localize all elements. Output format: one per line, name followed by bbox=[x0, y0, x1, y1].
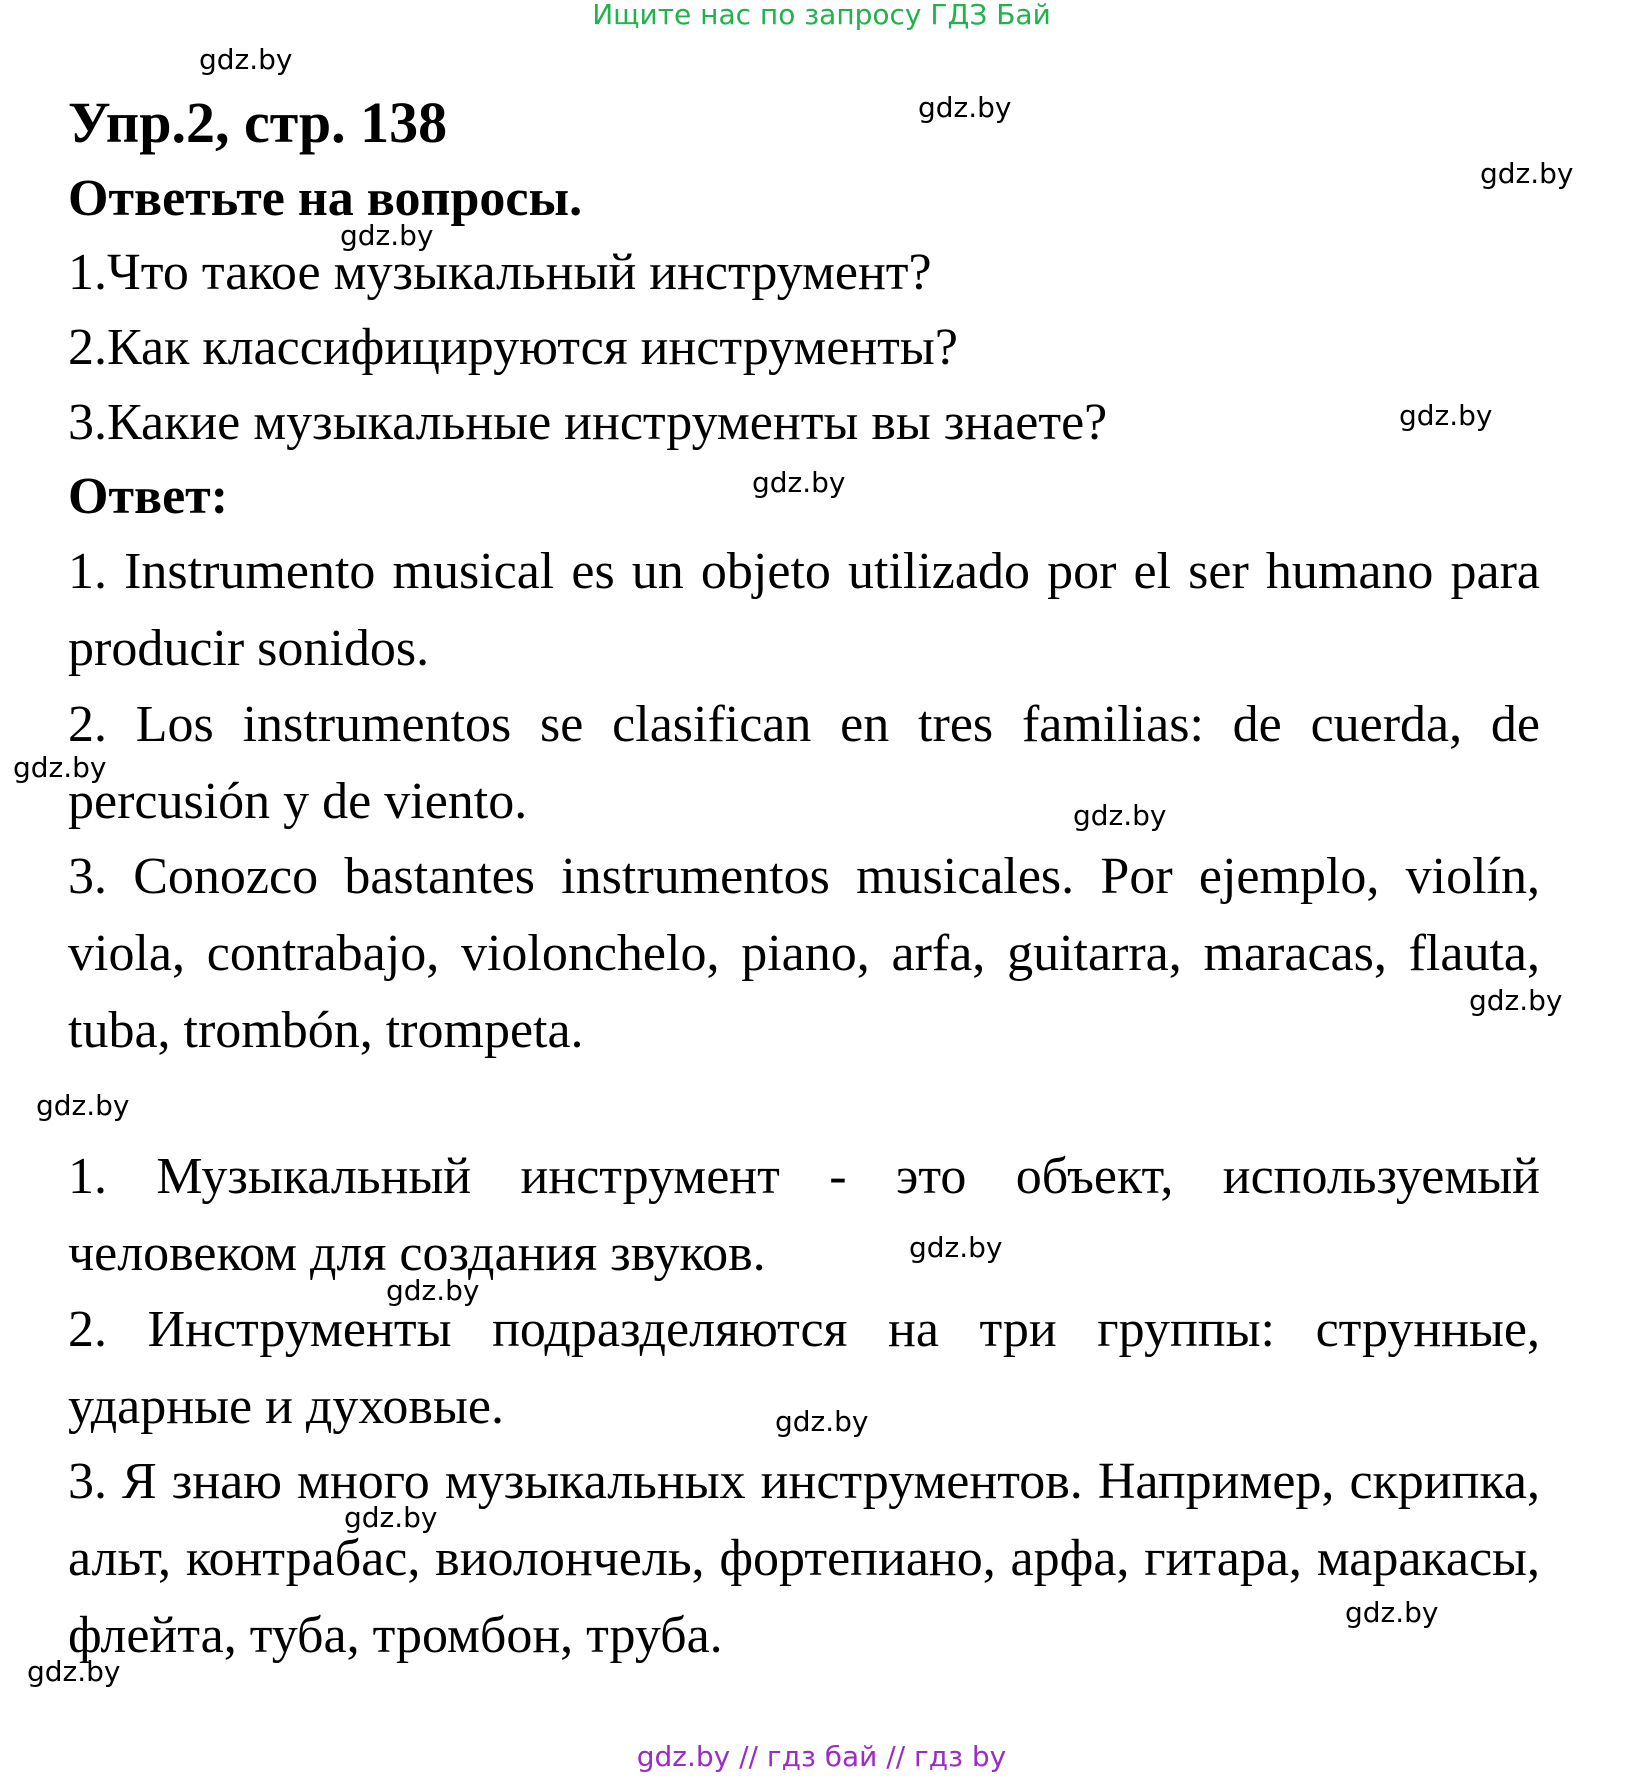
exercise-title: Упр.2, стр. 138 bbox=[68, 90, 448, 155]
watermark: gdz.by bbox=[1469, 984, 1563, 1017]
answer-es-2: 2. Los instrumentos se clasifican en tres familias: de cuerda, de percusión y de viento. bbox=[68, 696, 1540, 830]
answer-es-1: 1. Instrumento musical es un objeto utilizado por el ser humano para producir sonidos. bbox=[68, 543, 1540, 677]
watermark: gdz.by bbox=[1399, 399, 1493, 432]
watermark: gdz.by bbox=[340, 219, 434, 252]
top-banner[interactable]: Ищите нас по запросу ГДЗ Бай bbox=[592, 0, 1051, 31]
question-2: 2.Как классифицируются инструменты? bbox=[68, 319, 958, 376]
question-1: 1.Что такое музыкальный инструмент? bbox=[68, 244, 932, 301]
answer-es-3: 3. Conozco bastantes instrumentos musicales. Por ejemplo, violín, viola, contrabajo, violonchelo, piano, arfa, guitarra, maracas, flauta, tuba, trombón, trompeta. bbox=[68, 848, 1540, 1059]
watermark: gdz.by bbox=[775, 1405, 869, 1438]
watermark: gdz.by bbox=[13, 751, 107, 784]
bottom-banner[interactable]: gdz.by // гдз бай // гдз by bbox=[636, 1740, 1007, 1773]
watermark: gdz.by bbox=[344, 1501, 438, 1534]
answer-ru-1: 1. Музыкальный инструмент - это объект, используемый человеком для создания звуков. bbox=[68, 1148, 1540, 1282]
watermark: gdz.by bbox=[386, 1274, 480, 1307]
watermark: gdz.by bbox=[1345, 1596, 1439, 1629]
watermark: gdz.by bbox=[199, 43, 293, 76]
answer-label: Ответ: bbox=[68, 468, 229, 525]
watermark: gdz.by bbox=[909, 1231, 1003, 1264]
answer-ru-2: 2. Инструменты подразделяются на три группы: струнные, ударные и духовые. bbox=[68, 1301, 1540, 1435]
question-3: 3.Какие музыкальные инструменты вы знаете? bbox=[68, 394, 1108, 451]
watermark: gdz.by bbox=[27, 1655, 121, 1688]
watermark: gdz.by bbox=[1073, 799, 1167, 832]
exercise-instruction: Ответьте на вопросы. bbox=[68, 170, 583, 227]
watermark: gdz.by bbox=[918, 91, 1012, 124]
watermark: gdz.by bbox=[36, 1089, 130, 1122]
watermark: gdz.by bbox=[1480, 157, 1574, 190]
answer-ru-3: 3. Я знаю много музыкальных инструментов. Например, скрипка, альт, контрабас, виолончель, фортепиано, арфа, гитара, маракасы, флейта, туба, тромбон, труба. bbox=[68, 1453, 1540, 1664]
watermark: gdz.by bbox=[752, 466, 846, 499]
